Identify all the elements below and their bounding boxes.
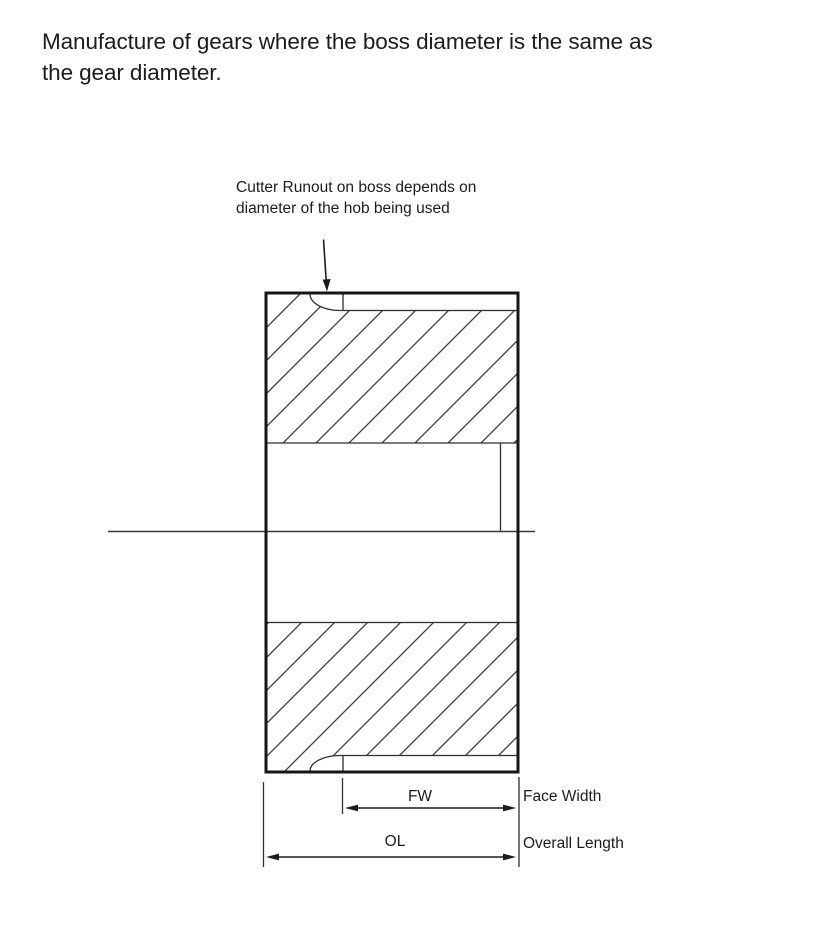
fw-label: FW [407, 788, 433, 805]
ol-label: OL [384, 833, 406, 850]
ol-arrowhead-right-icon [503, 854, 516, 861]
annotation-line2: diameter of the hob being used [236, 200, 450, 217]
leader-arrow-icon [323, 240, 331, 292]
fw-arrowhead-left-icon [345, 805, 358, 812]
fw-arrowhead-right-icon [503, 805, 516, 812]
top-hatched-section [267, 294, 517, 443]
face-width-label: Face Width [523, 788, 602, 805]
fw-dimension [345, 788, 516, 811]
ol-arrowhead-left-icon [266, 854, 279, 861]
page-title-line2: the gear diameter. [42, 60, 222, 85]
bottom-hatched-section [267, 623, 517, 772]
annotation-line1: Cutter Runout on boss depends on [236, 179, 477, 196]
ol-dimension [266, 833, 516, 860]
page-title-line1: Manufacture of gears where the boss diameter is the same as [42, 29, 653, 54]
overall-length-label: Overall Length [523, 835, 624, 852]
